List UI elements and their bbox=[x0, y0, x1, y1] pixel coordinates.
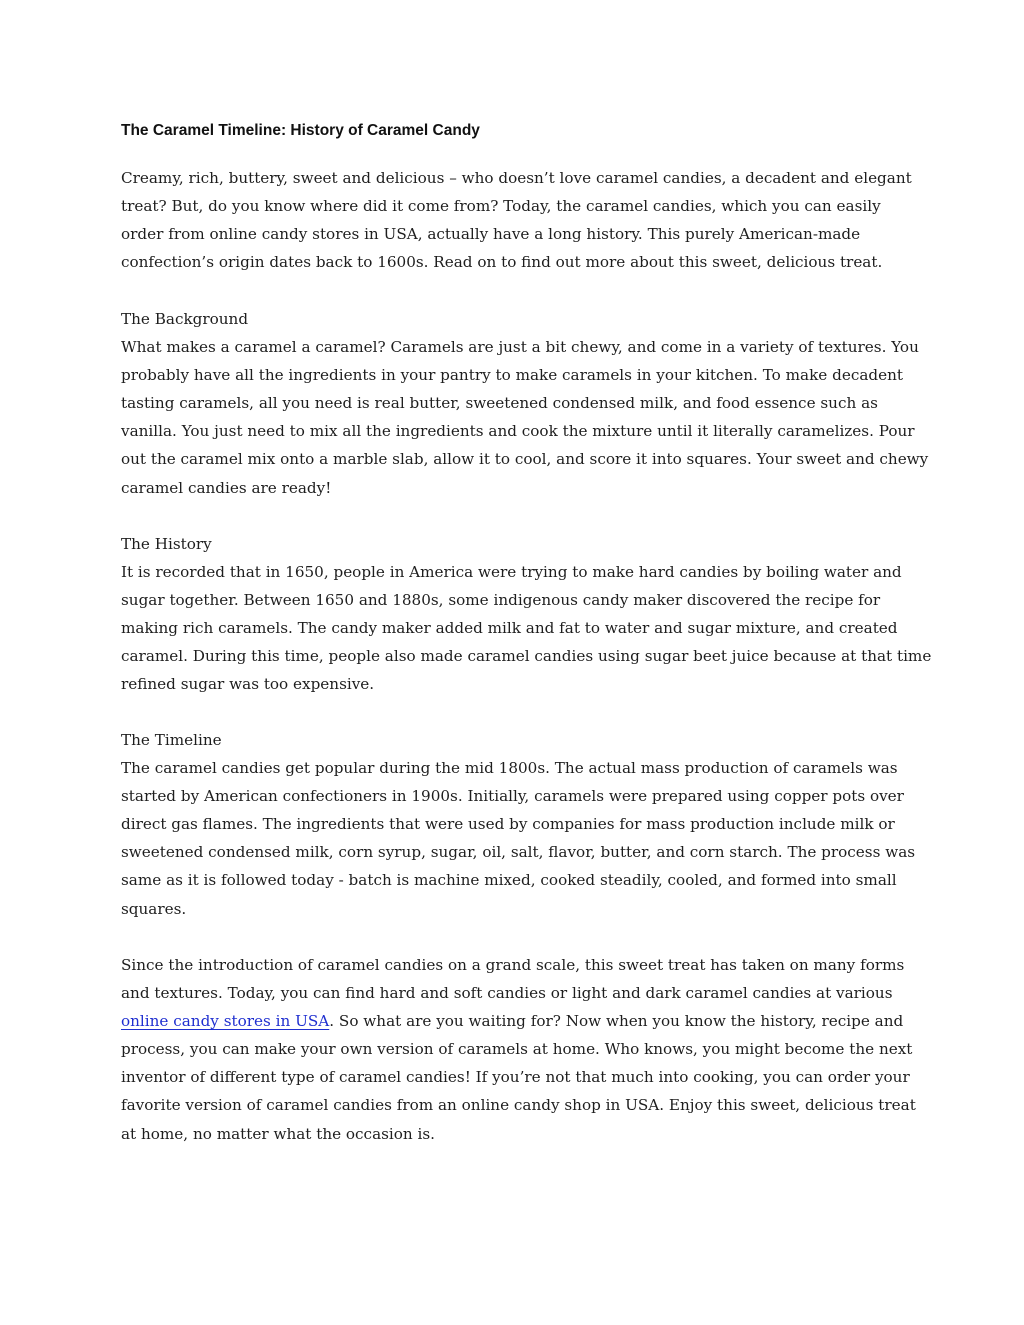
paragraph-line: The caramel candies get popular during the mid 1800s. The actual mass production of caramels was bbox=[121, 759, 898, 778]
paragraph-line: at home, no matter what the occasion is. bbox=[121, 1124, 436, 1143]
link-line-rest: . So what are you waiting for? Now when you know the history, recipe and bbox=[329, 1012, 904, 1031]
paragraph-line: and textures. Today, you can find hard and soft candies or light and dark caramel candies at various bbox=[121, 984, 893, 1003]
paragraph-line: Creamy, rich, buttery, sweet and delicious – who doesn’t love caramel candies, a decadent and elegant bbox=[121, 169, 912, 187]
paragraph-line: inventor of different type of caramel candies! If you’re not that much into cooking, you can order your bbox=[121, 1068, 910, 1087]
document-title: The Caramel Timeline: History of Caramel Candy bbox=[121, 122, 480, 139]
paragraph-line: favorite version of caramel candies from an online candy shop in USA. Enjoy this sweet, delicious treat bbox=[121, 1096, 916, 1115]
online-candy-stores-link[interactable]: online candy stores in USA bbox=[121, 1012, 330, 1031]
paragraph-line: probably have all the ingredients in your pantry to make caramels in your kitchen. To make decadent bbox=[121, 366, 903, 385]
paragraph-line: sweetened condensed milk, corn syrup, sugar, oil, salt, flavor, butter, and corn starch. The process was bbox=[121, 843, 916, 862]
paragraph-line: process, you can make your own version of caramels at home. Who knows, you might become the next bbox=[121, 1040, 913, 1059]
intro-paragraph bbox=[121, 164, 911, 276]
section-timeline bbox=[121, 726, 916, 923]
section-background bbox=[121, 305, 929, 502]
section-history bbox=[121, 530, 932, 699]
paragraph-line: What makes a caramel a caramel? Caramels are just a bit chewy, and come in a variety of textures. You bbox=[121, 338, 919, 357]
paragraph-line: sugar together. Between 1650 and 1880s, some indigenous candy maker discovered the recipe for bbox=[121, 591, 881, 610]
paragraph-line: confection’s origin dates back to 1600s. Read on to find out more about this sweet, delicious treat. bbox=[121, 253, 883, 272]
paragraph-line: caramel candies are ready! bbox=[121, 478, 332, 497]
section-heading-history: The History bbox=[121, 535, 212, 553]
paragraph-line: making rich caramels. The candy maker added milk and fat to water and sugar mixture, and created bbox=[121, 619, 898, 638]
paragraph-line: started by American confectioners in 1900s. Initially, caramels were prepared using copper pots over bbox=[121, 787, 904, 806]
paragraph-line: direct gas flames. The ingredients that were used by companies for mass production include milk or bbox=[121, 815, 895, 834]
paragraph-line: Since the introduction of caramel candies on a grand scale, this sweet treat has taken on many forms bbox=[121, 956, 905, 974]
paragraph-line: same as it is followed today - batch is machine mixed, cooked steadily, cooled, and formed into small bbox=[121, 871, 897, 890]
paragraph-line: out the caramel mix onto a marble slab, allow it to cool, and score it into squares. Your sweet and chewy bbox=[121, 450, 929, 469]
paragraph-line: squares. bbox=[121, 899, 187, 918]
paragraph-line-with-link bbox=[121, 1007, 911, 1035]
paragraph-line: vanilla. You just need to mix all the ingredients and cook the mixture until it literally caramelizes. Pour bbox=[121, 422, 915, 441]
section-heading-background: The Background bbox=[121, 310, 249, 328]
paragraph-line: tasting caramels, all you need is real butter, sweetened condensed milk, and food essence such as bbox=[121, 394, 878, 413]
section-heading-timeline: The Timeline bbox=[121, 731, 222, 749]
paragraph-line: It is recorded that in 1650, people in America were trying to make hard candies by boiling water and bbox=[121, 563, 902, 582]
paragraph-line: refined sugar was too expensive. bbox=[121, 675, 375, 694]
paragraph-line: treat? But, do you know where did it come from? Today, the caramel candies, which you can easily bbox=[121, 197, 881, 216]
paragraph-line: order from online candy stores in USA, actually have a long history. This purely American-made bbox=[121, 225, 861, 244]
paragraph-line: caramel. During this time, people also made caramel candies using sugar beet juice because at that time bbox=[121, 647, 932, 666]
conclusion-paragraph bbox=[121, 951, 916, 1148]
